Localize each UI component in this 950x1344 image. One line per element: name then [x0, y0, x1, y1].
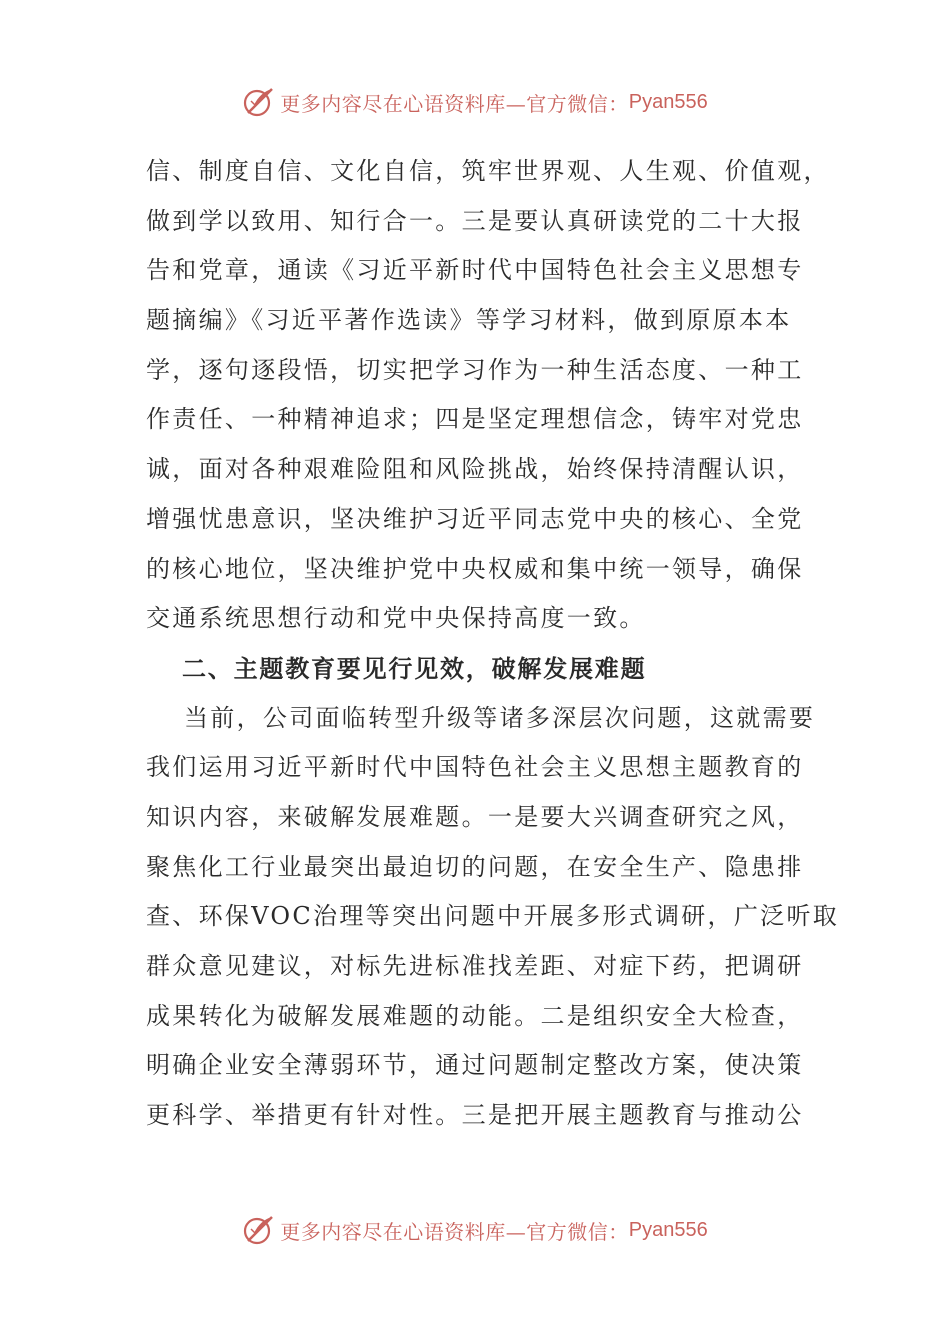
- footer-banner: [0, 1210, 950, 1250]
- wechat-id: Pyan556: [628, 90, 708, 113]
- body-line: 交通系统思想行动和党中央保持高度一致。: [146, 604, 646, 633]
- wechat-id: Pyan556: [628, 1218, 708, 1241]
- document-body: [146, 147, 840, 1141]
- body-line: 成果转化为破解发展难题的动能。二是组织安全大检查，: [146, 1001, 804, 1030]
- body-line: 知识内容，来破解发展难题。一是要大兴调查研究之风，: [146, 802, 804, 831]
- quill-logo-icon: [242, 85, 276, 119]
- banner-text: 更多内容尽在心语资料库—官方微信：: [280, 91, 629, 116]
- body-line: 群众意见建议，对标先进标准找差距、对症下药，把调研: [146, 952, 804, 980]
- body-line: 告和党章，通读《习近平新时代中国特色社会主义思想专: [146, 256, 804, 285]
- body-line: 当前，公司面临转型升级等诸多深层次问题，这就需要: [184, 703, 816, 732]
- body-line: 诚，面对各种艰难险阻和风险挑战，始终保持清醒认识，: [146, 455, 804, 484]
- body-line: 题摘编》《习近平著作选读》等学习材料，做到原原本本: [146, 306, 792, 335]
- body-line: 明确企业安全薄弱环节，通过问题制定整改方案，使决策: [146, 1051, 804, 1080]
- body-line: 聚焦化工行业最突出最迫切的问题，在安全生产、隐患排: [146, 852, 804, 881]
- body-line: 增强忧患意识，坚决维护习近平同志党中央的核心、全党: [146, 504, 804, 533]
- body-line: 的核心地位，坚决维护党中央权威和集中统一领导，确保: [146, 554, 804, 583]
- header-banner: [0, 82, 950, 122]
- body-line: 学，逐句逐段悟，切实把学习作为一种生活态度、一种工: [146, 355, 804, 384]
- body-line: 查、环保VOC治理等突出问题中开展多形式调研，广泛听取: [146, 902, 840, 931]
- body-line: 作责任、一种精神追求；四是坚定理想信念，铸牢对党忠: [146, 405, 804, 434]
- body-line: 信、制度自信、文化自信，筑牢世界观、人生观、价值观，: [146, 157, 830, 185]
- section-heading: 二、主题教育要见行见效，破解发展难题: [182, 653, 647, 683]
- body-line: 做到学以致用、知行合一。三是要认真研读党的二十大报: [146, 206, 804, 235]
- banner-text: 更多内容尽在心语资料库—官方微信：: [280, 1219, 629, 1244]
- quill-logo-icon: [242, 1213, 276, 1247]
- body-line: 更科学、举措更有针对性。三是把开展主题教育与推动公: [146, 1101, 804, 1130]
- body-line: 我们运用习近平新时代中国特色社会主义思想主题教育的: [146, 753, 804, 782]
